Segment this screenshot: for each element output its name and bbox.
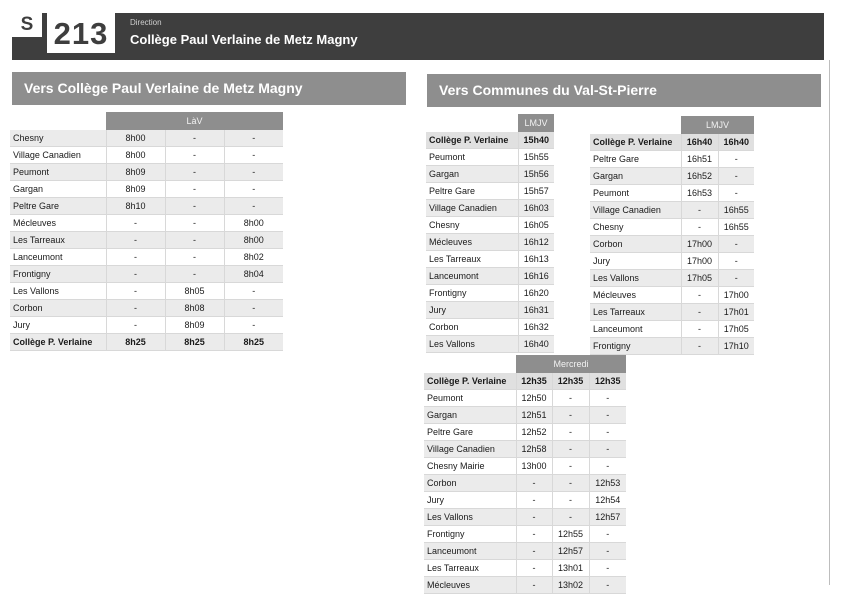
departure-time: - [106, 283, 165, 300]
departure-time: - [718, 168, 754, 185]
table-row [10, 334, 283, 351]
table-row [590, 202, 754, 219]
departure-time: - [224, 317, 283, 334]
table-row [590, 304, 754, 321]
table-row [10, 164, 283, 181]
departure-time: 16h55 [718, 202, 754, 219]
departure-time: - [589, 526, 626, 543]
departure-time: - [589, 577, 626, 594]
timetable-b [590, 134, 754, 355]
stop-name: Peumont [426, 149, 518, 166]
stop-name: Frontigny [424, 526, 516, 543]
table-row [424, 560, 626, 577]
departure-time: - [552, 407, 589, 424]
departure-time: - [224, 300, 283, 317]
table-row [424, 526, 626, 543]
departure-time: 17h01 [718, 304, 754, 321]
departure-time: 15h40 [518, 132, 554, 149]
departure-time: - [106, 317, 165, 334]
stop-name: Peumont [10, 164, 106, 181]
departure-time: 8h00 [224, 232, 283, 249]
departure-time: 8h04 [224, 266, 283, 283]
stop-name: Lanceumont [10, 249, 106, 266]
departure-time: 8h25 [224, 334, 283, 351]
departure-time: - [106, 232, 165, 249]
departure-time: - [552, 509, 589, 526]
departure-time: - [516, 543, 552, 560]
section-title-left: Vers Collège Paul Verlaine de Metz Magny [12, 72, 406, 105]
departure-time: - [718, 253, 754, 270]
departure-time: 12h53 [589, 475, 626, 492]
departure-time: 8h10 [106, 198, 165, 215]
departure-time: - [165, 249, 224, 266]
stop-name: Mécleuves [10, 215, 106, 232]
stop-name: Chesny Mairie [424, 458, 516, 475]
stop-name: Peltre Gare [424, 424, 516, 441]
page-edge-line [829, 60, 830, 585]
table-row [426, 217, 554, 234]
departure-time: - [165, 198, 224, 215]
departure-time: - [165, 266, 224, 283]
departure-time: 17h10 [718, 338, 754, 355]
departure-time: 16h20 [518, 285, 554, 302]
departure-time: - [165, 232, 224, 249]
departure-time: 12h57 [589, 509, 626, 526]
table-row [426, 149, 554, 166]
departure-time: - [552, 492, 589, 509]
stop-name: Mécleuves [424, 577, 516, 594]
table-row [590, 338, 754, 355]
table-row [424, 458, 626, 475]
departure-time: - [681, 287, 718, 304]
stop-name: Les Tarreaux [426, 251, 518, 268]
departure-time: - [718, 151, 754, 168]
departure-time: 16h55 [718, 219, 754, 236]
departure-time: 8h09 [106, 164, 165, 181]
stop-name: Frontigny [590, 338, 681, 355]
stop-name: Gargan [10, 181, 106, 198]
departure-time: - [516, 509, 552, 526]
departure-time: - [552, 475, 589, 492]
direction-label: Direction [130, 18, 162, 27]
stop-name: Chesny [590, 219, 681, 236]
departure-time: 16h32 [518, 319, 554, 336]
table-row [424, 390, 626, 407]
departure-time: 16h03 [518, 200, 554, 217]
departure-time: - [224, 181, 283, 198]
departure-time: 12h54 [589, 492, 626, 509]
stop-name: Jury [424, 492, 516, 509]
table-row [590, 287, 754, 304]
departure-time: 12h58 [516, 441, 552, 458]
timetable-a [426, 132, 554, 353]
stop-name: Gargan [424, 407, 516, 424]
stop-name: Corbon [424, 475, 516, 492]
table-row [424, 543, 626, 560]
stop-name: Corbon [10, 300, 106, 317]
table-row [426, 285, 554, 302]
stop-name: Peltre Gare [10, 198, 106, 215]
departure-time: 17h05 [718, 321, 754, 338]
stop-name: Jury [426, 302, 518, 319]
stop-name: Collège P. Verlaine [590, 134, 681, 151]
table-row [590, 270, 754, 287]
stop-name: Corbon [426, 319, 518, 336]
departure-time: 16h40 [518, 336, 554, 353]
stop-name: Peltre Gare [590, 151, 681, 168]
table-row [426, 200, 554, 217]
departure-time: - [552, 390, 589, 407]
table-row [424, 475, 626, 492]
departure-time: 15h57 [518, 183, 554, 200]
departure-time: 13h01 [552, 560, 589, 577]
table-row [426, 183, 554, 200]
table-row [590, 185, 754, 202]
departure-time: - [681, 321, 718, 338]
departure-time: 17h00 [681, 236, 718, 253]
departure-time: - [165, 215, 224, 232]
table-row [426, 302, 554, 319]
departure-time: 16h13 [518, 251, 554, 268]
stop-name: Village Canadien [426, 200, 518, 217]
stop-name: Les Vallons [590, 270, 681, 287]
departure-time: - [224, 147, 283, 164]
stop-name: Les Tarreaux [424, 560, 516, 577]
departure-time: 8h09 [106, 181, 165, 198]
departure-time: - [165, 164, 224, 181]
departure-time: 13h00 [516, 458, 552, 475]
departure-time: - [165, 147, 224, 164]
table-row [424, 577, 626, 594]
line-number-badge: 213 [47, 13, 115, 53]
departure-time: 16h40 [681, 134, 718, 151]
departure-time: 8h09 [165, 317, 224, 334]
departure-time: 12h35 [589, 373, 626, 390]
departure-time: 12h35 [552, 373, 589, 390]
table-row [10, 266, 283, 283]
day-band-table-a: LMJV [518, 114, 554, 132]
stop-name: Jury [10, 317, 106, 334]
direction-value: Collège Paul Verlaine de Metz Magny [130, 32, 358, 47]
timetable-left [10, 130, 283, 351]
stop-name: Peltre Gare [426, 183, 518, 200]
departure-time: 8h25 [106, 334, 165, 351]
table-row [10, 283, 283, 300]
departure-time: - [224, 130, 283, 147]
departure-time: 13h02 [552, 577, 589, 594]
departure-time: - [516, 560, 552, 577]
departure-time: 15h56 [518, 166, 554, 183]
departure-time: - [681, 338, 718, 355]
stop-name: Collège P. Verlaine [424, 373, 516, 390]
departure-time: 12h35 [516, 373, 552, 390]
stop-name: Peumont [424, 390, 516, 407]
table-row [426, 166, 554, 183]
departure-time: - [589, 543, 626, 560]
departure-time: - [681, 219, 718, 236]
stop-name: Lanceumont [590, 321, 681, 338]
departure-time: - [718, 236, 754, 253]
stop-name: Les Vallons [10, 283, 106, 300]
table-row [426, 132, 554, 149]
departure-time: - [589, 390, 626, 407]
departure-time: 8h00 [224, 215, 283, 232]
table-row [426, 319, 554, 336]
departure-time: - [681, 202, 718, 219]
departure-time: 8h25 [165, 334, 224, 351]
departure-time: 8h00 [106, 147, 165, 164]
timetable-c [424, 373, 626, 594]
stop-name: Les Tarreaux [590, 304, 681, 321]
departure-time: 16h12 [518, 234, 554, 251]
stop-name: Lanceumont [424, 543, 516, 560]
stop-name: Chesny [426, 217, 518, 234]
day-band-table-b: LMJV [681, 116, 754, 134]
table-row [590, 134, 754, 151]
stop-name: Gargan [426, 166, 518, 183]
departure-time: - [589, 407, 626, 424]
departure-time: 8h05 [165, 283, 224, 300]
departure-time: - [106, 249, 165, 266]
table-row [590, 321, 754, 338]
table-row [424, 509, 626, 526]
departure-time: - [589, 458, 626, 475]
stop-name: Les Vallons [424, 509, 516, 526]
departure-time: - [224, 198, 283, 215]
table-row [424, 441, 626, 458]
table-row [10, 300, 283, 317]
departure-time: - [516, 475, 552, 492]
departure-time: 8h02 [224, 249, 283, 266]
table-row [10, 232, 283, 249]
departure-time: 12h55 [552, 526, 589, 543]
departure-time: - [165, 181, 224, 198]
departure-time: 16h53 [681, 185, 718, 202]
table-row [426, 336, 554, 353]
departure-time: - [589, 424, 626, 441]
departure-time: 16h31 [518, 302, 554, 319]
table-row [590, 168, 754, 185]
table-row [10, 317, 283, 334]
table-row [10, 181, 283, 198]
departure-time: - [718, 185, 754, 202]
table-row [10, 147, 283, 164]
stop-name: Les Tarreaux [10, 232, 106, 249]
stop-name: Chesny [10, 130, 106, 147]
stop-name: Gargan [590, 168, 681, 185]
stop-name: Collège P. Verlaine [10, 334, 106, 351]
departure-time: - [681, 304, 718, 321]
departure-time: 8h00 [106, 130, 165, 147]
day-band-table-c: Mercredi [516, 355, 626, 373]
departure-time: - [516, 492, 552, 509]
departure-time: 15h55 [518, 149, 554, 166]
departure-time: - [552, 458, 589, 475]
stop-name: Mécleuves [590, 287, 681, 304]
table-row [424, 424, 626, 441]
departure-time: 16h51 [681, 151, 718, 168]
table-row [426, 251, 554, 268]
departure-time: 16h40 [718, 134, 754, 151]
departure-time: - [718, 270, 754, 287]
departure-time: - [224, 164, 283, 181]
departure-time: - [552, 424, 589, 441]
stop-name: Village Canadien [10, 147, 106, 164]
table-row [590, 236, 754, 253]
day-band-left: LàV [106, 112, 283, 130]
departure-time: - [552, 441, 589, 458]
departure-time: 17h00 [681, 253, 718, 270]
section-title-right: Vers Communes du Val-St-Pierre [427, 74, 821, 107]
departure-time: - [165, 130, 224, 147]
stop-name: Frontigny [426, 285, 518, 302]
departure-time: 16h52 [681, 168, 718, 185]
table-row [590, 151, 754, 168]
departure-time: 16h16 [518, 268, 554, 285]
table-row [424, 492, 626, 509]
departure-time: 12h52 [516, 424, 552, 441]
table-row [426, 234, 554, 251]
departure-time: - [106, 300, 165, 317]
stop-name: Mécleuves [426, 234, 518, 251]
stop-name: Jury [590, 253, 681, 270]
stop-name: Lanceumont [426, 268, 518, 285]
departure-time: 16h05 [518, 217, 554, 234]
departure-time: 12h57 [552, 543, 589, 560]
stop-name: Frontigny [10, 266, 106, 283]
departure-time: - [106, 266, 165, 283]
table-row [426, 268, 554, 285]
table-row [424, 407, 626, 424]
departure-time: - [589, 441, 626, 458]
stop-name: Les Vallons [426, 336, 518, 353]
table-row [10, 215, 283, 232]
table-row [590, 219, 754, 236]
stop-name: Collège P. Verlaine [426, 132, 518, 149]
stop-name: Village Canadien [590, 202, 681, 219]
table-row [10, 130, 283, 147]
table-row [10, 249, 283, 266]
departure-time: 17h00 [718, 287, 754, 304]
departure-time: 17h05 [681, 270, 718, 287]
table-row [590, 253, 754, 270]
stop-name: Peumont [590, 185, 681, 202]
departure-time: - [106, 215, 165, 232]
table-row [424, 373, 626, 390]
departure-time: - [589, 560, 626, 577]
departure-time: - [224, 283, 283, 300]
departure-time: - [516, 526, 552, 543]
departure-time: 12h51 [516, 407, 552, 424]
departure-time: 12h50 [516, 390, 552, 407]
stop-name: Corbon [590, 236, 681, 253]
departure-time: - [516, 577, 552, 594]
stop-name: Village Canadien [424, 441, 516, 458]
departure-time: 8h08 [165, 300, 224, 317]
service-badge: S [12, 13, 42, 37]
table-row [10, 198, 283, 215]
